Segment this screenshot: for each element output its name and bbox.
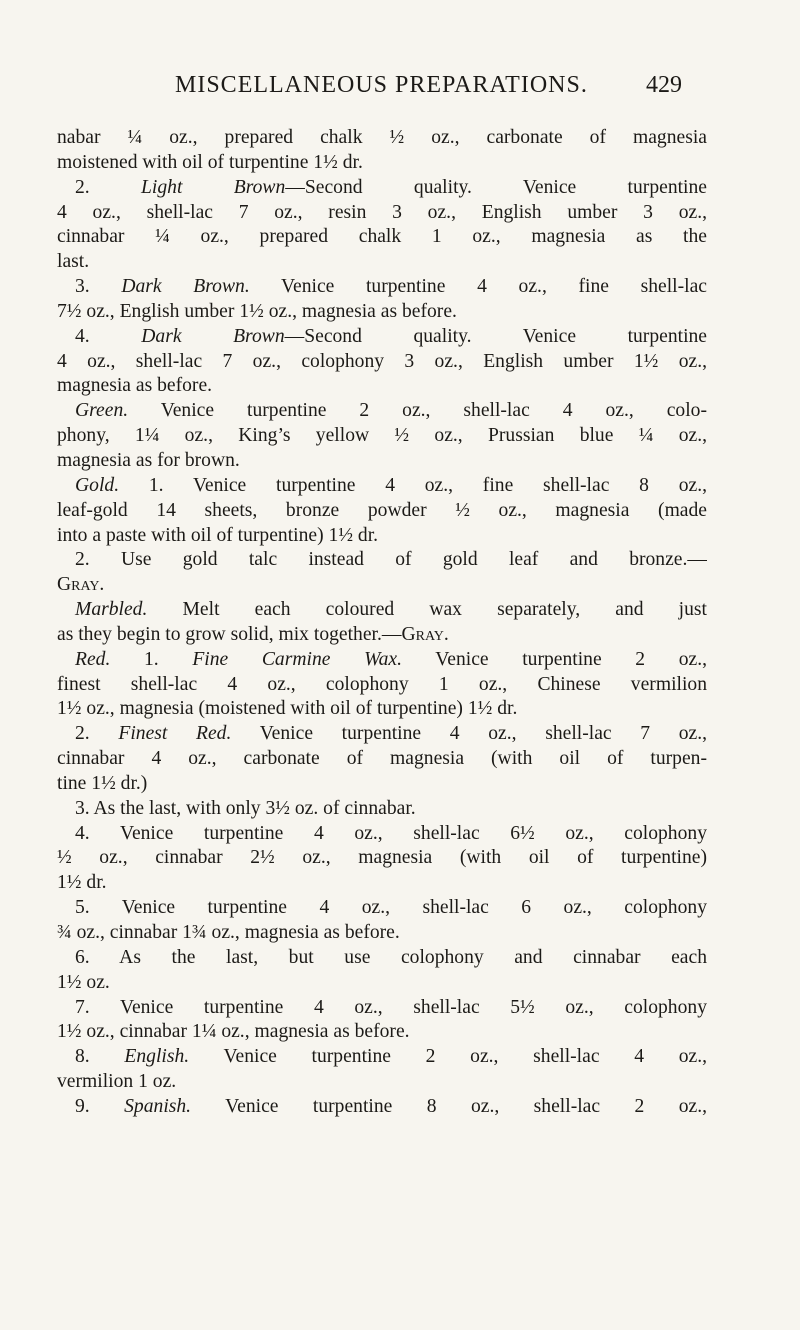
text-segment: —Second quality. Venice turpentine — [284, 325, 707, 347]
text-segment: Venice turpentine 2 oz., shell-lac 4 oz., — [189, 1046, 707, 1068]
text-line — [57, 772, 707, 797]
text-line — [57, 722, 707, 747]
text-segment: 8. — [75, 1046, 125, 1068]
text-line — [57, 524, 707, 549]
text-segment: 9. — [75, 1095, 125, 1117]
text-segment: Venice turpentine 4 oz., fine shell-lac — [249, 276, 707, 298]
text-segment: tine 1½ dr.) — [57, 772, 148, 794]
text-line — [57, 201, 707, 226]
text-segment: 4 oz., shell-lac 7 oz., resin 3 oz., English umber 3 oz., — [57, 201, 707, 223]
text-line — [57, 151, 707, 176]
text-segment: 3. As the last, with only 3½ oz. of cinnabar. — [75, 797, 416, 819]
italic-heading: English. — [124, 1046, 190, 1068]
italic-heading: Green. — [75, 400, 129, 422]
text-segment: vermilion 1 oz. — [57, 1071, 177, 1093]
text-segment: 2. — [75, 723, 119, 745]
text-segment: 7. Venice turpentine 4 oz., shell-lac 5½ oz., colophony — [75, 996, 707, 1018]
text-line — [57, 1020, 707, 1045]
text-segment: 1. — [110, 648, 193, 670]
text-segment: nabar ¼ oz., prepared chalk ½ oz., carbonate of magnesia — [57, 127, 707, 148]
text-segment: as they begin to grow solid, mix together.— — [57, 623, 402, 645]
running-head: MISCELLANEOUS PREPARATIONS. — [175, 72, 588, 98]
text-segment: Venice turpentine 8 oz., shell-lac 2 oz., — [191, 1095, 707, 1117]
text-segment: Melt each coloured wax separately, and just — [147, 599, 707, 621]
italic-heading: Light Brown — [141, 176, 286, 198]
text-line — [57, 1095, 707, 1120]
text-line — [57, 350, 707, 375]
text-line — [57, 623, 707, 648]
text-line — [57, 846, 707, 871]
text-segment: magnesia as before. — [57, 375, 213, 397]
text-segment: —Second quality. Venice turpentine — [285, 176, 707, 198]
italic-heading: Spanish. — [124, 1095, 192, 1117]
text-line — [57, 399, 707, 424]
text-segment: 1½ oz., cinnabar 1¼ oz., magnesia as before. — [57, 1021, 410, 1043]
text-line — [57, 474, 707, 499]
text-line — [57, 548, 707, 573]
text-segment: Venice turpentine 4 oz., shell-lac 7 oz., — [231, 723, 707, 745]
text-segment: 4. Venice turpentine 4 oz., shell-lac 6½ oz., colophony — [75, 822, 707, 844]
italic-heading: Gold. — [75, 474, 120, 496]
text-line — [57, 747, 707, 772]
page-number: 429 — [646, 72, 682, 98]
text-segment: 4 oz., shell-lac 7 oz., colophony 3 oz., English umber 1½ oz., — [57, 350, 707, 372]
italic-heading: Fine Carmine Wax. — [192, 648, 402, 670]
text-segment: moistened with oil of turpentine 1½ dr. — [57, 151, 363, 173]
text-segment: 6. As the last, but use colophony and cinnabar each — [75, 946, 707, 968]
text-segment: 1½ dr. — [57, 872, 107, 894]
text-line — [57, 225, 707, 250]
text-segment: phony, 1¼ oz., King’s yellow ½ oz., Prussian blue ¼ oz., — [57, 425, 707, 447]
text-line — [57, 126, 707, 151]
text-segment: last. — [57, 251, 90, 273]
text-line — [57, 971, 707, 996]
text-line — [57, 499, 707, 524]
text-line — [57, 797, 707, 822]
text-segment: 2. Use gold talc instead of gold leaf and bronze.— — [75, 549, 707, 571]
text-line — [57, 871, 707, 896]
author-attribution: Gray. — [401, 623, 449, 645]
italic-heading: Dark Brown. — [121, 276, 250, 298]
text-segment: magnesia as for brown. — [57, 449, 240, 471]
text-segment: cinnabar 4 oz., carbonate of magnesia (with oil of turpen- — [57, 748, 707, 770]
text-segment: finest shell-lac 4 oz., colophony 1 oz., Chinese vermilion — [57, 673, 707, 695]
text-segment: 7½ oz., English umber 1½ oz., magnesia as before. — [57, 300, 457, 322]
text-segment: Venice turpentine 2 oz., — [402, 648, 707, 670]
text-segment: leaf-gold 14 sheets, bronze powder ½ oz., magnesia (made — [57, 499, 707, 521]
italic-heading: Red. — [75, 648, 111, 670]
text-line — [57, 300, 707, 325]
text-line — [57, 648, 707, 673]
text-line — [57, 176, 707, 201]
text-segment: 3. — [75, 276, 122, 298]
italic-heading: Marbled. — [75, 599, 148, 621]
text-line — [57, 946, 707, 971]
body-text — [57, 126, 707, 1120]
page-header — [0, 72, 800, 112]
text-line — [57, 996, 707, 1021]
text-line — [57, 598, 707, 623]
text-line — [57, 1045, 707, 1070]
text-segment: ¾ oz., cinnabar 1¾ oz., magnesia as before. — [57, 922, 400, 943]
text-segment: Venice turpentine 2 oz., shell-lac 4 oz., colo- — [128, 400, 707, 422]
italic-heading: Dark Brown — [141, 325, 285, 347]
text-line — [57, 822, 707, 847]
text-segment: 5. Venice turpentine 4 oz., shell-lac 6 oz., colophony — [75, 897, 707, 919]
text-line — [57, 673, 707, 698]
text-line — [57, 325, 707, 350]
italic-heading: Finest Red. — [118, 723, 232, 745]
text-segment: 1½ oz. — [57, 971, 110, 993]
text-line — [57, 697, 707, 722]
text-line — [57, 250, 707, 275]
text-line — [57, 573, 707, 598]
text-segment: into a paste with oil of turpentine) 1½ dr. — [57, 524, 379, 546]
author-attribution: Gray. — [57, 574, 105, 596]
text-segment: 4. — [75, 325, 142, 347]
text-segment: 1½ oz., magnesia (moistened with oil of turpentine) 1½ dr. — [57, 698, 518, 720]
text-line — [57, 896, 707, 921]
text-segment: ½ oz., cinnabar 2½ oz., magnesia (with oil of turpentine) — [57, 847, 707, 869]
text-segment: cinnabar ¼ oz., prepared chalk 1 oz., magnesia as the — [57, 226, 707, 248]
text-line — [57, 1070, 707, 1095]
text-line — [57, 424, 707, 449]
text-line — [57, 275, 707, 300]
text-segment: 1. Venice turpentine 4 oz., fine shell-lac 8 oz., — [119, 474, 707, 496]
text-line — [57, 921, 707, 946]
text-segment: 2. — [75, 176, 142, 198]
text-line — [57, 449, 707, 474]
text-line — [57, 374, 707, 399]
